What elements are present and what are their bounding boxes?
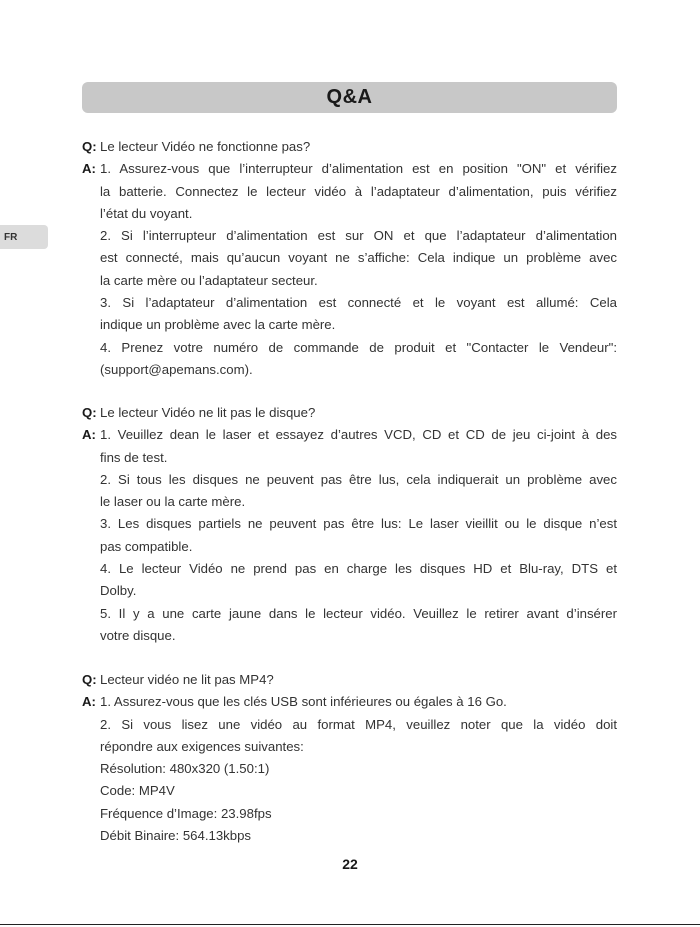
language-tab (0, 225, 48, 249)
page-number: 22 (342, 856, 358, 872)
answer-line: Fréquence d’Image: 23.98fps (100, 805, 272, 821)
answer-tag: A: (82, 427, 96, 443)
answer-tag: A: (82, 161, 96, 177)
question (82, 669, 617, 691)
qa-item-mp4 (82, 669, 617, 847)
answer-line: 2. Si vous lisez une vidéo au format MP4, veuillez noter que la vidéo doit (100, 716, 617, 732)
answer-line: 3. Les disques partiels ne peuvent pas être lus: Le laser vieillit ou le disque n’est (100, 516, 617, 532)
question-tag: Q: (82, 405, 97, 420)
question (82, 136, 617, 158)
answer-line: répondre aux exigences suivantes: (100, 738, 304, 754)
answer-line: 3. Si l’adaptateur d’alimentation est connecté et le voyant est allumé: Cela (100, 295, 617, 311)
answer-line: la carte mère ou l’adaptateur secteur. (100, 272, 318, 288)
answer-line: 4. Prenez votre numéro de commande de produit et "Contacter le Vendeur": (100, 339, 617, 355)
answer-line: Débit Binaire: 564.13kbps (100, 828, 252, 844)
question-text: Le lecteur Vidéo ne fonctionne pas? (100, 139, 311, 154)
answer-line: 2. Si tous les disques ne peuvent pas être lus, cela indiquerait un problème avec (100, 471, 617, 487)
bottom-divider (0, 924, 700, 925)
section-header (82, 82, 617, 113)
answer-line: la batterie. Connectez le lecteur vidéo à l’adaptateur d’alimentation, puis vérifiez (100, 183, 617, 199)
answer-line: votre disque. (100, 627, 176, 643)
qa-item-disc (82, 402, 617, 647)
question-text: Le lecteur Vidéo ne lit pas le disque? (100, 405, 316, 420)
answer-line: A: 1. Assurez-vous que les clés USB sont inférieures ou égales à 16 Go. (82, 691, 617, 713)
answer-line: 2. Si l’interrupteur d’alimentation est sur ON et que l’adaptateur d’alimentation (100, 228, 617, 244)
answer-line: A: 1. Assurez-vous que l’interrupteur d’alimentation est en position "ON" et vérifiez (82, 158, 617, 180)
answer-line: fins de test. (100, 449, 168, 465)
question (82, 402, 617, 424)
answer-line: indique un problème avec la carte mère. (100, 317, 336, 333)
answer-tag: A: (82, 694, 96, 710)
question-tag: Q: (82, 139, 97, 154)
language-tab-label: FR (4, 231, 18, 243)
section-title: Q&A (326, 86, 373, 108)
answer-line: A: 1. Veuillez dean le laser et essayez d’autres VCD, CD et CD de jeu ci-joint à des (82, 424, 617, 446)
answer-line: le laser ou la carte mère. (100, 494, 246, 510)
answer-line: Code: MP4V (100, 783, 175, 799)
answer-line: l’état du voyant. (100, 205, 193, 221)
answer-line: 4. Le lecteur Vidéo ne prend pas en charge les disques HD et Blu-ray, DTS et (100, 561, 617, 577)
qa-item-power (82, 136, 617, 381)
question-tag: Q: (82, 672, 97, 687)
answer-line: Dolby. (100, 583, 137, 599)
answer-line: pas compatible. (100, 538, 193, 554)
question-text: Lecteur vidéo ne lit pas MP4? (100, 672, 274, 687)
answer-line: 5. Il y a une carte jaune dans le lecteur vidéo. Veuillez le retirer avant d’insérer (100, 605, 617, 621)
answer-line: Résolution: 480x320 (1.50:1) (100, 761, 270, 777)
answer-line: est connecté, mais qu’aucun voyant ne s’affiche: Cela indique un problème avec (100, 250, 617, 266)
answer-line: (support@apemans.com). (100, 361, 253, 377)
